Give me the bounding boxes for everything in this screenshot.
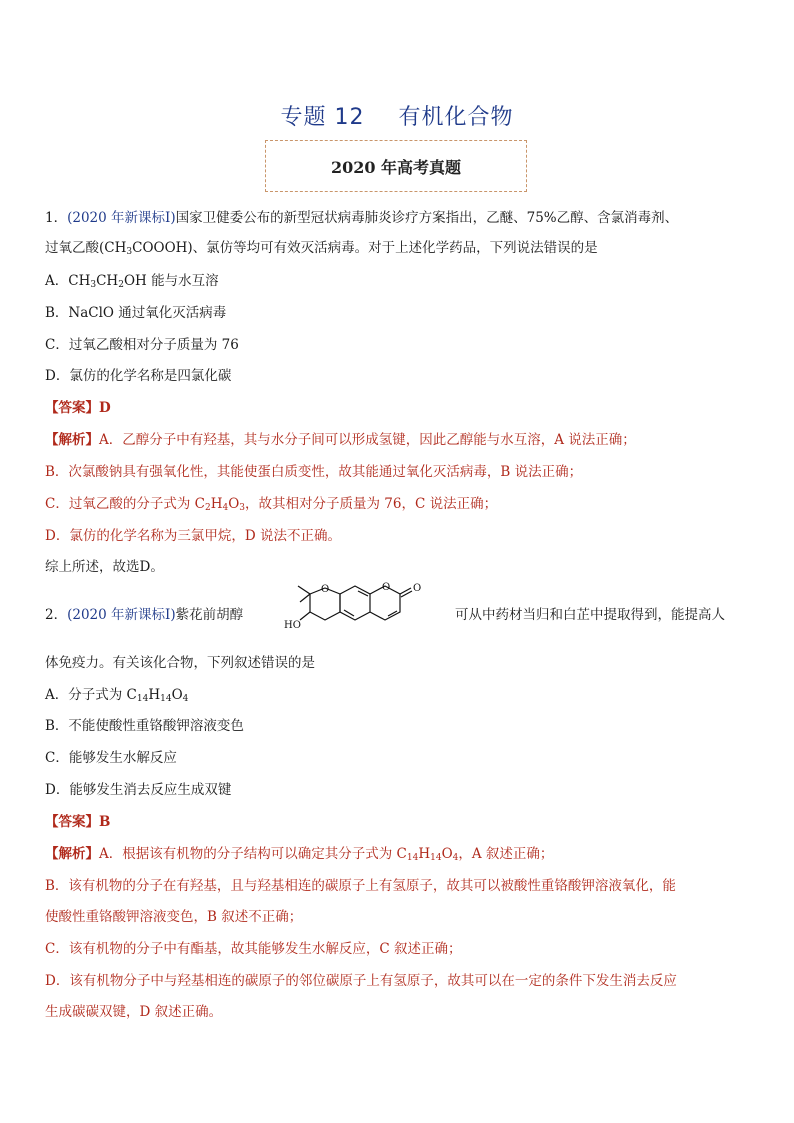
q2-stem-line2: 体免疫力。有关该化合物，下列叙述错误的是 <box>45 655 315 671</box>
hydroxyl-label: HO <box>284 620 301 631</box>
ring-oxygen-label-2: O <box>382 582 391 593</box>
q2-analysis-b1: B．该有机物的分子在有羟基，且与羟基相连的碳原子上有氢原子，故其可以被酸性重铬酸钾溶液氧化，能 <box>45 878 676 894</box>
q1-analysis-b: B．次氯酸钠具有强氧化性，其能使蛋白质变性，故其能通过氧化灭活病毒，B 说法正确； <box>45 464 583 480</box>
q1-stem-line1: 1．(2020 年新课标Ⅰ)国家卫健委公布的新型冠状病毒肺炎诊疗方案指出，乙醚、75%乙醇、含氯消毒剂、 <box>45 210 679 226</box>
q2-stem-line1a: 2．(2020 年新课标Ⅰ)紫花前胡醇 <box>45 607 244 623</box>
page-title: 专题 12 有机化合物 <box>280 105 514 130</box>
q2-answer: 【答案】B <box>45 814 111 830</box>
q2-analysis-c: C．该有机物的分子中有酯基，故其能够发生水解反应，C 叙述正确； <box>45 941 462 957</box>
q2-analysis-b2: 使酸性重铬酸钾溶液变色，B 叙述不正确； <box>45 909 303 925</box>
subtitle: 2020 年高考真题 <box>330 157 462 177</box>
q1-stem-line2: 过氧乙酸$(CH_3COOOH)$、氯仿等均可有效灭活病毒。对于上述化学药品，下列说法错误的是 <box>45 240 598 257</box>
q1-number: 1． <box>45 210 68 226</box>
q1-source: (2020 年新课标Ⅰ) <box>67 210 176 226</box>
q1-option-d: D．氯仿的化学名称是四氯化碳 <box>45 368 232 384</box>
molecule-structure-image <box>270 580 450 642</box>
q1-option-c: C．过氧乙酸相对分子质量为 76 <box>45 337 239 353</box>
q2-analysis-a: 【解析】A．根据该有机物的分子结构可以确定其分子式为 $C_{14}H_{14}O_4$，A 叙述正确； <box>45 846 554 863</box>
q2-source: (2020 年新课标Ⅰ) <box>67 607 176 623</box>
q1-option-b: B．NaClO 通过氧化灭活病毒 <box>45 305 227 321</box>
q2-analysis-d1: D．该有机物分子中与羟基相连的碳原子的邻位碳原子上有氢原子，故其可以在一定的条件下发生消去反应 <box>45 973 677 989</box>
q1-option-a: A．$CH_3CH_2OH$ 能与水互溶 <box>45 273 219 290</box>
q2-option-a: A．分子式为 $C_{14}H_{14}O_4$ <box>45 687 189 704</box>
carbonyl-oxygen-label: O <box>413 583 422 594</box>
q2-option-c: C．能够发生水解反应 <box>45 750 177 766</box>
q1-answer: 【答案】D <box>45 400 111 416</box>
q1-summary: 综上所述，故选D。 <box>45 559 164 575</box>
q2-analysis-d2: 生成碳碳双键，D 叙述正确。 <box>45 1004 223 1020</box>
q2-stem-line1b: 可从中药材当归和白芷中提取得到，能提高人 <box>455 607 725 623</box>
q2-number: 2． <box>45 607 68 623</box>
q1-analysis-c: C．过氧乙酸的分子式为 $C_2H_4O_3$，故其相对分子质量为 76，C 说法正确； <box>45 496 498 513</box>
ring-oxygen-label-1: O <box>321 584 330 595</box>
subtitle-box <box>265 140 527 192</box>
q2-option-d: D．能够发生消去反应生成双键 <box>45 782 232 798</box>
q1-analysis-a: 【解析】A．乙醇分子中有羟基，其与水分子间可以形成氢键，因此乙醇能与水互溶，A 说法正确； <box>45 432 636 448</box>
q1-analysis-d: D．氯仿的化学名称为三氯甲烷，D 说法不正确。 <box>45 528 341 544</box>
q2-option-b: B．不能使酸性重铬酸钾溶液变色 <box>45 718 244 734</box>
